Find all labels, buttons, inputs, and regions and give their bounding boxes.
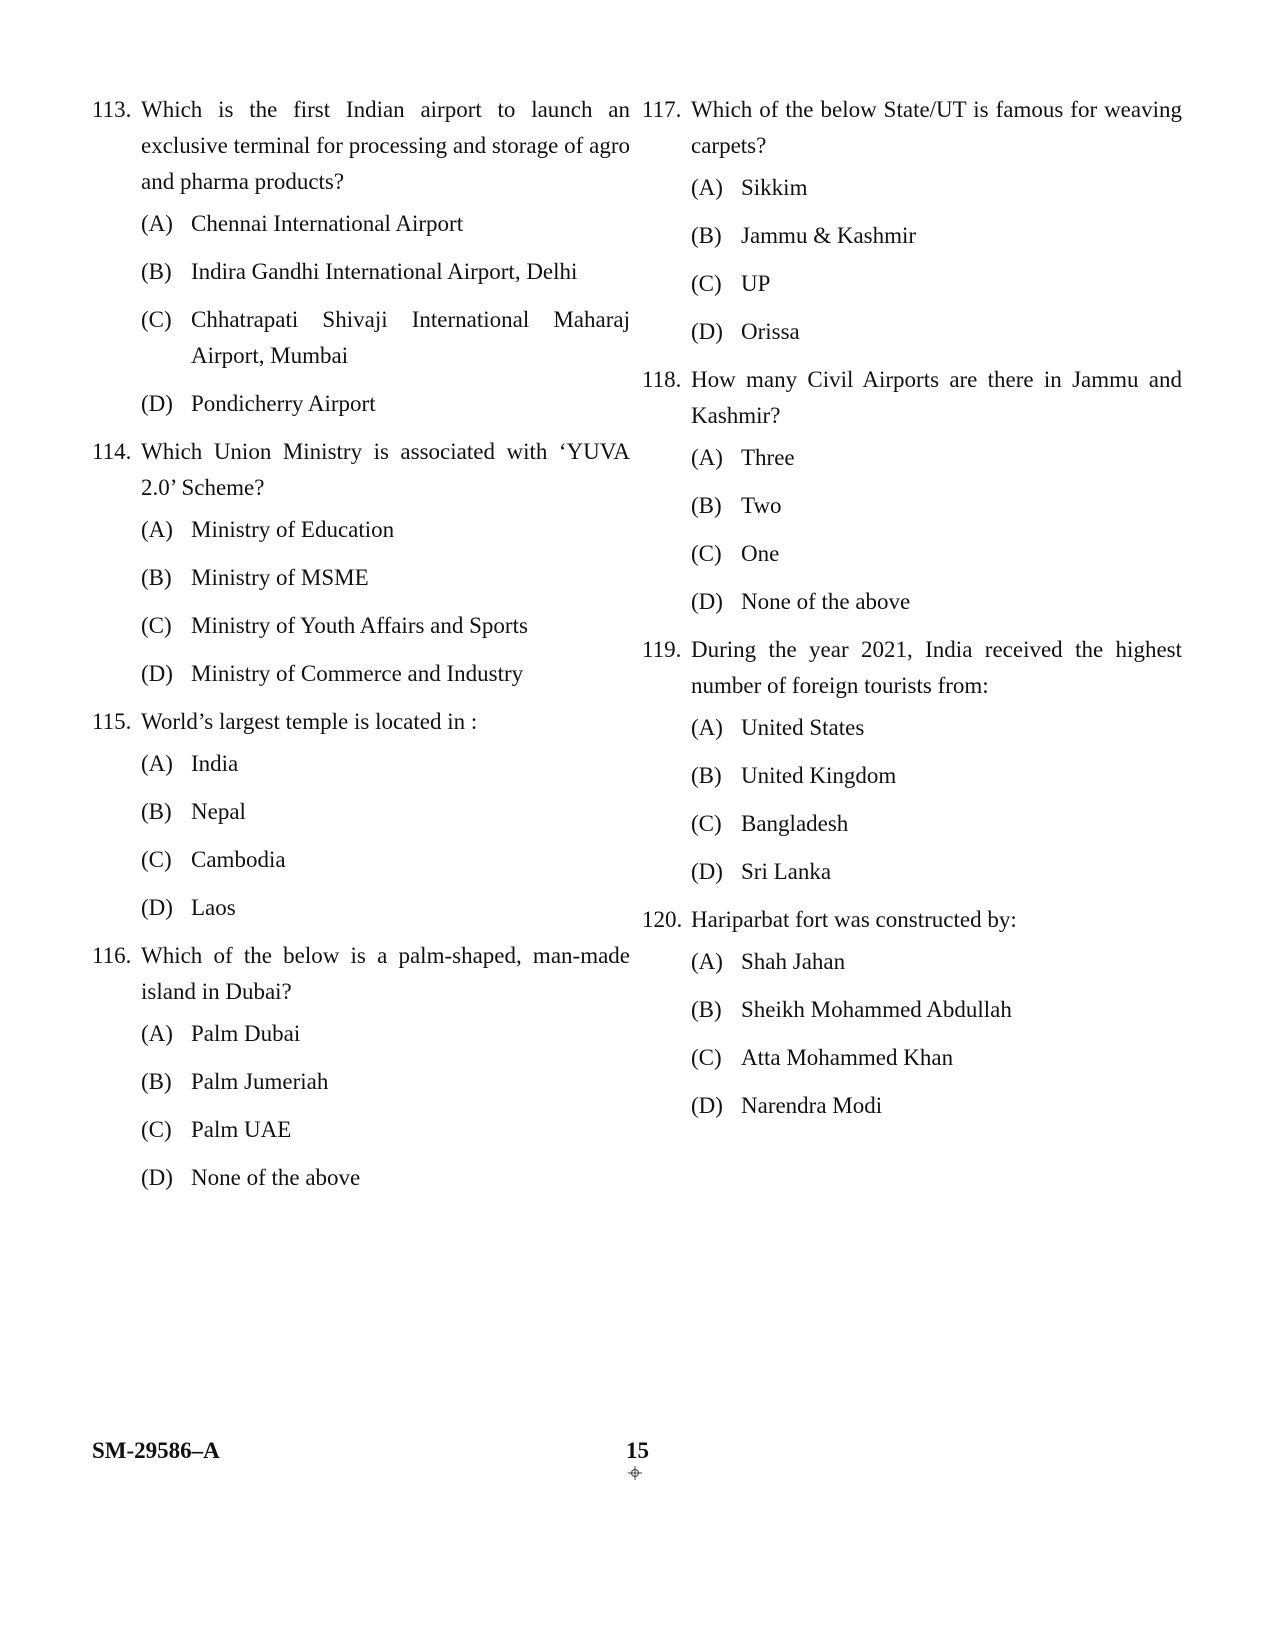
options-list	[691, 710, 1182, 890]
options-list	[691, 440, 1182, 620]
question-113	[92, 92, 630, 422]
question-120	[642, 902, 1182, 1124]
option-b: (B) Jammu & Kashmir	[691, 223, 917, 248]
option-b: (B) United Kingdom	[691, 763, 897, 788]
option-a: (A) Ministry of Education	[141, 517, 395, 542]
option-c: (C) One	[691, 541, 780, 566]
option-b: (B) Two	[691, 493, 782, 518]
question-116	[92, 938, 630, 1196]
option-b: (B) Ministry of MSME	[141, 565, 369, 590]
question-text: World’s largest temple is located in :	[141, 709, 478, 734]
question-number: 120.	[642, 907, 683, 932]
option-c: (C) Bangladesh	[691, 811, 849, 836]
option-a: (A) United States	[691, 715, 865, 740]
question-text: Which of the below State/UT is famous for weaving carpets?	[691, 97, 1182, 158]
question-text: How many Civil Airports are there in Jammu and Kashmir?	[691, 367, 1182, 428]
option-d: (D) Orissa	[691, 319, 800, 344]
question-text: Which Union Ministry is associated with ‘YUVA 2.0’ Scheme?	[141, 439, 630, 500]
left-column	[92, 92, 630, 1208]
question-number: 116.	[92, 943, 132, 968]
option-d: (D) Ministry of Commerce and Industry	[141, 661, 524, 686]
option-c: (C) Ministry of Youth Affairs and Sports	[141, 613, 528, 638]
options-list	[141, 512, 630, 692]
options-list	[691, 170, 1182, 350]
options-list	[141, 746, 630, 926]
option-d: (D) Pondicherry Airport	[141, 391, 376, 416]
option-a: (A) Palm Dubai	[141, 1021, 301, 1046]
option-b: (B) Palm Jumeriah	[141, 1069, 329, 1094]
option-a: (A) Sikkim	[691, 175, 808, 200]
question-115	[92, 704, 630, 926]
option-a: (A) Three	[691, 445, 795, 470]
option-d: (D) None of the above	[691, 589, 911, 614]
option-a: (A) India	[141, 751, 239, 776]
right-column	[642, 92, 1182, 1136]
option-c: (C) Palm UAE	[141, 1117, 292, 1142]
option-c: (C) Atta Mohammed Khan	[691, 1045, 954, 1070]
question-number: 117.	[642, 97, 682, 122]
option-d: (D) Narendra Modi	[691, 1093, 883, 1118]
option-c: (C) UP	[691, 271, 771, 296]
question-text: During the year 2021, India received the highest number of foreign tourists from:	[691, 637, 1182, 698]
option-d: (D) Laos	[141, 895, 236, 920]
booklet-code: SM-29586–A	[92, 1438, 220, 1463]
page-number: 15	[626, 1438, 649, 1463]
option-d: (D) Sri Lanka	[691, 859, 832, 884]
question-number: 119.	[642, 637, 682, 662]
question-text: Which is the first Indian airport to launch an exclusive terminal for processing and storage of agro and pharma products?	[141, 97, 630, 194]
option-a: (A) Shah Jahan	[691, 949, 846, 974]
question-number: 113.	[92, 97, 132, 122]
option-a: (A) Chennai International Airport	[141, 211, 464, 236]
question-text: Hariparbat fort was constructed by:	[691, 907, 1017, 932]
options-list	[691, 944, 1182, 1124]
question-number: 115.	[92, 709, 132, 734]
option-c: (C) Chhatrapati Shivaji International Maharaj Airport, Mumbai	[141, 307, 630, 368]
question-text: Which of the below is a palm-shaped, man-made island in Dubai?	[141, 943, 630, 1004]
option-b: (B) Indira Gandhi International Airport, Delhi	[141, 259, 578, 284]
question-114	[92, 434, 630, 692]
options-list	[141, 1016, 630, 1196]
question-number: 114.	[92, 439, 132, 464]
question-119	[642, 632, 1182, 890]
options-list	[141, 206, 630, 422]
option-b: (B) Sheikh Mohammed Abdullah	[691, 997, 1012, 1022]
question-number: 118.	[642, 367, 682, 392]
option-c: (C) Cambodia	[141, 847, 286, 872]
question-117	[642, 92, 1182, 350]
option-b: (B) Nepal	[141, 799, 246, 824]
question-118	[642, 362, 1182, 620]
option-d: (D) None of the above	[141, 1165, 361, 1190]
registration-mark-icon	[628, 1466, 642, 1480]
